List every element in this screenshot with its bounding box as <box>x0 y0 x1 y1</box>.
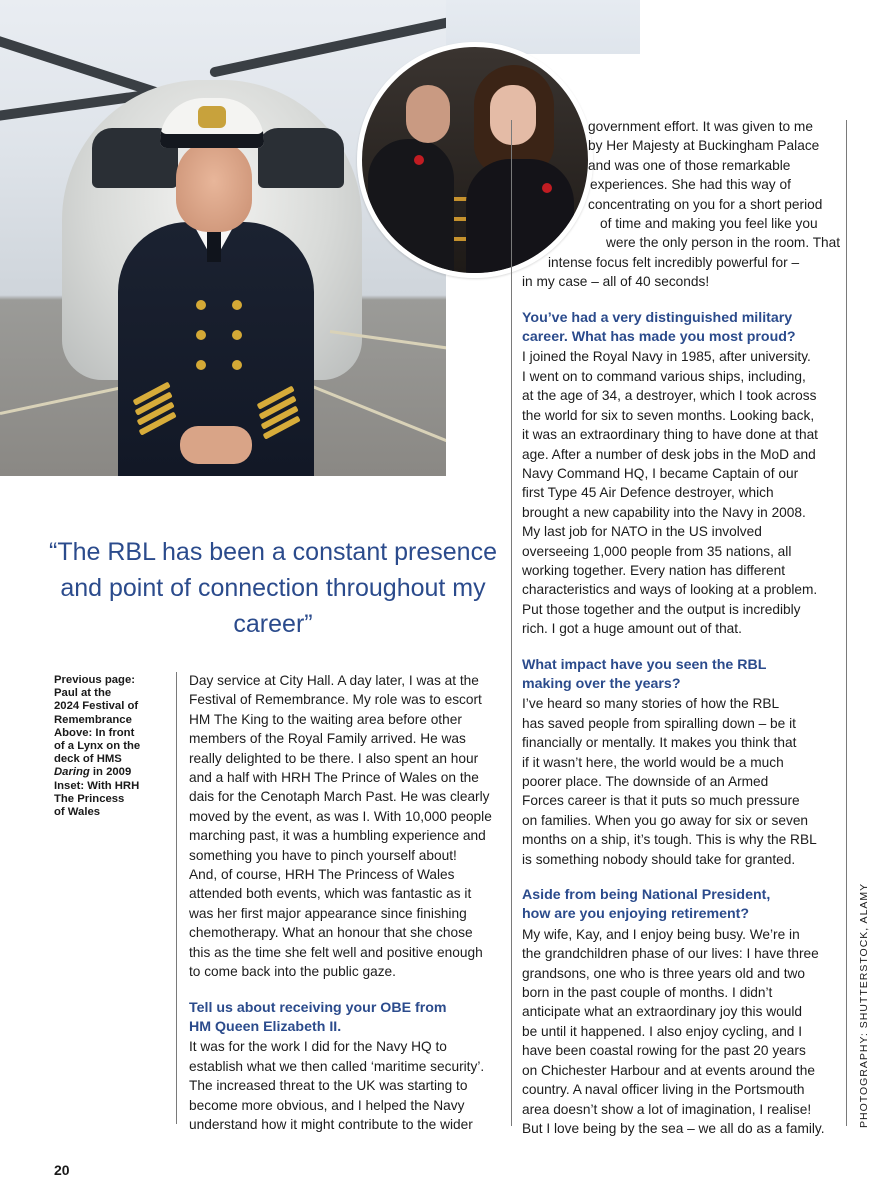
tie <box>207 228 221 262</box>
text-line: grandsons, one who is three years old and two <box>522 965 806 981</box>
uniform-button <box>196 300 206 310</box>
text-line: moved by the event, as was I. With 10,000 people <box>189 808 492 824</box>
section-heading <box>522 656 840 695</box>
officer-face <box>176 140 252 232</box>
text-line: the grandchildren phase of our lives: I have three <box>522 946 819 962</box>
text-line: on families. When you go away for six or seven <box>522 812 809 828</box>
section-heading <box>522 309 840 348</box>
text-line: I joined the Royal Navy in 1985, after university. <box>522 349 811 365</box>
text-line: really delighted to be there. I also spent an hour <box>189 750 479 766</box>
caption-line: Previous page: <box>54 674 135 686</box>
text-line: members of the Royal Family arrived. He was <box>189 731 466 747</box>
heading-line: HM Queen Elizabeth II. <box>189 1018 342 1035</box>
text-line: to come back into the public gaze. <box>189 964 396 980</box>
text-line: the world for six to seven months. Looking back, <box>522 407 815 423</box>
man-head <box>406 85 450 143</box>
man-in-suit <box>368 139 454 278</box>
text-line: rich. I got a huge amount out of that. <box>522 621 742 637</box>
body-paragraph <box>522 694 840 869</box>
right-column <box>522 117 840 1138</box>
text-line: brought a new capability into the Navy in 2008. <box>522 504 806 520</box>
text-line: and a half with HRH The Prince of Wales on the <box>189 770 479 786</box>
heading-line: Tell us about receiving your OBE from <box>189 999 447 1016</box>
text-line: this as the time she felt well and positive enough <box>189 944 483 960</box>
text-line: first Type 45 Air Defence destroyer, which <box>522 485 774 501</box>
caption-line: The Princess <box>54 792 125 805</box>
text-line: government effort. It was given to me <box>588 119 813 134</box>
section-heading <box>522 886 840 925</box>
text-line: has saved people from spiralling down – be it <box>522 715 796 731</box>
text-line: working together. Every nation has different <box>522 562 786 578</box>
officer-hands <box>180 426 252 464</box>
paragraph-gap <box>522 869 840 886</box>
text-line: attended both events, which was fantastic as it <box>189 886 472 902</box>
text-line: concentrating on you for a short period <box>588 196 823 212</box>
caption-text: in 2009 <box>89 766 132 779</box>
text-line: be until it happened. I also enjoy cycling, and I <box>522 1023 803 1039</box>
caption-line: of a Lynx on the <box>54 740 141 753</box>
text-line: establish what we then called ‘maritime security’. <box>189 1058 485 1074</box>
body-paragraph <box>522 117 840 292</box>
body-paragraph <box>522 347 840 638</box>
column-rule <box>176 672 177 1124</box>
paragraph-gap <box>522 639 840 656</box>
heading-line: Aside from being National President, <box>522 887 771 904</box>
text-line: at the age of 34, a destroyer, which I took across <box>522 388 817 404</box>
body-paragraph <box>522 925 840 1138</box>
caption-line: Above: In front <box>54 726 135 739</box>
text-line: marching past, it was a humbling experience and <box>189 828 486 844</box>
text-line: overseeing 1,000 people from 35 nations, all <box>522 543 792 559</box>
text-line: Day service at City Hall. A day later, I was at the <box>189 673 479 688</box>
text-line: on Chichester Harbour and at events around the <box>522 1062 815 1078</box>
poppy-icon <box>414 155 424 165</box>
uniform-button <box>232 360 242 370</box>
photo-caption <box>54 674 166 819</box>
text-line: My last job for NATO in the US involved <box>522 524 762 540</box>
text-line: understand how it might contribute to the wider <box>189 1116 473 1132</box>
text-line: characteristics and ways of looking at a problem. <box>522 582 818 598</box>
ship-name: Daring <box>54 766 90 779</box>
caption-line: Remembrance <box>54 713 132 726</box>
text-line: Put those together and the output is incredibly <box>522 601 801 617</box>
body-paragraph <box>189 1037 507 1134</box>
heading-line: career. What has made you most proud? <box>522 329 796 346</box>
text-line: dais for the Cenotaph March Past. He was clearly <box>189 789 490 805</box>
column-rule <box>511 120 512 1126</box>
text-line: country. A naval officer living in the Portsmouth <box>522 1082 805 1098</box>
text-line: Forces career is that it puts so much pressure <box>522 793 800 809</box>
caption-line: 2024 Festival of <box>54 700 139 713</box>
heading-line: You’ve had a very distinguished military <box>522 309 793 326</box>
deck-strap <box>299 380 446 446</box>
text-line: chemotherapy. What an honour that she chose <box>189 925 473 941</box>
text-line: of time and making you feel like you <box>600 216 818 232</box>
deck-strap <box>0 383 137 415</box>
text-line: And, of course, HRH The Princess of Wales <box>189 867 455 883</box>
text-line: if it wasn’t here, the world would be a much <box>522 754 784 770</box>
text-line: area doesn’t show a lot of imagination, I realise! <box>522 1101 812 1117</box>
caption-line: deck of HMS <box>54 753 122 766</box>
text-line: months on a ship, it’s tough. This is why the RBL <box>522 832 817 848</box>
uniform-button <box>232 330 242 340</box>
heading-line: how are you enjoying retirement? <box>522 906 750 923</box>
middle-column <box>189 671 507 1134</box>
caption-line <box>54 766 166 779</box>
pull-quote: “The RBL has been a constant presence and point of connection throughout my career” <box>49 538 497 638</box>
body-paragraph <box>189 671 507 982</box>
text-line: born in the past couple of months. I didn’t <box>522 985 773 1001</box>
text-line: and was one of those remarkable <box>588 157 791 173</box>
paragraph-gap <box>189 982 507 999</box>
text-line: HM The King to the waiting area before other <box>189 711 462 727</box>
cap-badge-icon <box>198 106 226 128</box>
text-line: become more obvious, and I helped the Navy <box>189 1097 465 1113</box>
uniform-button <box>232 300 242 310</box>
text-line: age. After a number of desk jobs in the MoD and <box>522 446 816 462</box>
text-line: in my case – all of 40 seconds! <box>522 274 710 290</box>
heading-line: making over the years? <box>522 675 681 692</box>
column-rule <box>846 120 847 1126</box>
text-line: is something nobody should take for granted. <box>522 851 796 867</box>
text-line: anticipate what an extraordinary joy this would <box>522 1004 802 1020</box>
text-line: It was for the work I did for the Navy HQ to <box>189 1039 447 1055</box>
text-line: Festival of Remembrance. My role was to escort <box>189 692 482 708</box>
caption-line: Paul at the <box>54 687 112 700</box>
text-line: poorer place. The downside of an Armed <box>522 774 769 789</box>
caption-line: Inset: With HRH <box>54 779 140 792</box>
text-line: something you have to pinch yourself about! <box>189 847 457 863</box>
text-line: have been coastal rowing for the past 20 years <box>522 1043 806 1059</box>
text-line: was her first major appearance since finishing <box>189 905 467 921</box>
uniform-button <box>196 330 206 340</box>
text-line: financially or mentally. It makes you think that <box>522 735 797 751</box>
photo-credit: PHOTOGRAPHY: SHUTTERSTOCK, ALAMY <box>858 882 870 1128</box>
text-line: I’ve heard so many stories of how the RBL <box>522 696 780 712</box>
text-line: Navy Command HQ, I became Captain of our <box>522 465 799 481</box>
section-heading <box>189 999 507 1038</box>
uniform-button <box>196 360 206 370</box>
paragraph-gap <box>522 292 840 309</box>
text-line: The increased threat to the UK was starting to <box>189 1078 468 1094</box>
heading-line: What impact have you seen the RBL <box>522 656 767 673</box>
text-line: were the only person in the room. That <box>606 235 841 251</box>
text-line: My wife, Kay, and I enjoy being busy. We’re in <box>522 926 800 942</box>
text-line: experiences. She had this way of <box>590 177 791 193</box>
text-line: by Her Majesty at Buckingham Palace <box>588 138 820 154</box>
text-line: it was an extraordinary thing to have done at that <box>522 427 818 443</box>
caption-line: of Wales <box>54 806 101 819</box>
text-line: But I love being by the sea – we all do as a family. <box>522 1120 825 1136</box>
text-line: intense focus felt incredibly powerful for – <box>548 254 800 270</box>
page-number: 20 <box>54 1162 70 1178</box>
helicopter-window <box>258 128 344 188</box>
text-line: I went on to command various ships, including, <box>522 368 806 384</box>
